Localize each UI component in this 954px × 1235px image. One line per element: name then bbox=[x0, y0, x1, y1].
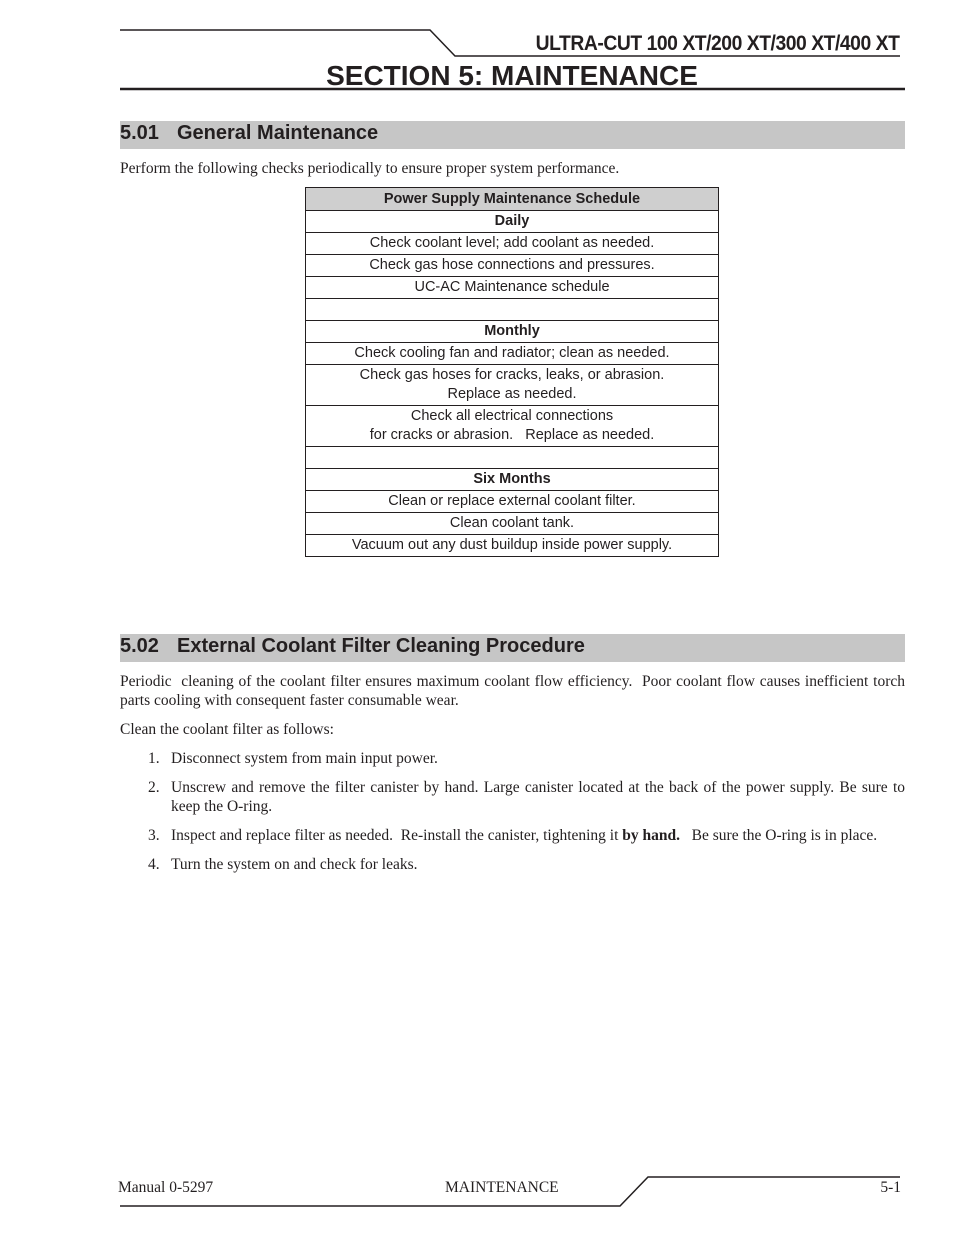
product-title: ULTRA-CUT 100 XT/200 XT/300 XT/400 XT bbox=[535, 32, 899, 55]
section-number: 5.02 bbox=[120, 635, 159, 657]
table-row-empty bbox=[306, 447, 719, 469]
step-text: Inspect and replace filter as needed. Re-install the canister, tightening it bbox=[171, 827, 623, 844]
table-heading-monthly: Monthly bbox=[306, 321, 719, 343]
section-number: 5.01 bbox=[120, 122, 159, 144]
table-row: Vacuum out any dust buildup inside power supply. bbox=[306, 535, 719, 557]
general-maintenance-intro: Perform the following checks periodically to ensure proper system performance. bbox=[120, 160, 620, 177]
list-item bbox=[120, 749, 905, 768]
table-row: Clean coolant tank. bbox=[306, 513, 719, 535]
coolant-filter-lead: Clean the coolant filter as follows: bbox=[120, 721, 334, 738]
table-row bbox=[306, 365, 719, 406]
footer-section-name: MAINTENANCE bbox=[445, 1179, 559, 1196]
table-row: Check gas hose connections and pressures. bbox=[306, 255, 719, 277]
table-row-line: for cracks or abrasion. Replace as needed. bbox=[369, 427, 655, 443]
table-row: Check coolant level; add coolant as needed. bbox=[306, 233, 719, 255]
step-number: 3. bbox=[148, 827, 160, 844]
coolant-filter-paragraph: Periodic cleaning of the coolant filter ensures maximum coolant flow efficiency. Poor coolant flow causes inefficient torch parts cooling with consequent faster consumable wear. bbox=[120, 673, 909, 709]
step-text: Be sure the O-ring is in place. bbox=[680, 827, 878, 844]
section-heading-5-01 bbox=[120, 119, 378, 147]
list-item bbox=[120, 855, 905, 874]
step-number: 4. bbox=[148, 856, 160, 873]
procedure-steps bbox=[120, 749, 905, 884]
table-row-empty bbox=[306, 299, 719, 321]
table-heading-six-months: Six Months bbox=[306, 469, 719, 491]
footer-page-number: 5-1 bbox=[880, 1179, 901, 1196]
step-number: 1. bbox=[148, 750, 160, 767]
footer-manual-number: Manual 0-5297 bbox=[118, 1179, 214, 1196]
table-title: Power Supply Maintenance Schedule bbox=[306, 188, 719, 211]
list-item bbox=[120, 778, 905, 816]
table-row-line: Replace as needed. bbox=[447, 386, 577, 402]
table-heading-daily: Daily bbox=[306, 211, 719, 233]
table-row: Check cooling fan and radiator; clean as needed. bbox=[306, 343, 719, 365]
section-title-text: External Coolant Filter Cleaning Procedure bbox=[177, 635, 585, 657]
table-row-line: Check all electrical connections bbox=[410, 408, 614, 424]
step-number: 2. bbox=[148, 779, 160, 796]
section-heading-5-02 bbox=[120, 632, 585, 660]
section-title-text: General Maintenance bbox=[177, 122, 379, 144]
step-text-bold: by hand. bbox=[622, 827, 681, 844]
step-text: Turn the system on and check for leaks. bbox=[171, 856, 418, 873]
table-row: UC-AC Maintenance schedule bbox=[306, 277, 719, 299]
section-title: SECTION 5: MAINTENANCE bbox=[326, 60, 698, 91]
step-text: Unscrew and remove the filter canister by hand. Large canister located at the back of the power supply. Be sure to keep the O-ring. bbox=[171, 779, 905, 815]
table-row: Clean or replace external coolant filter. bbox=[306, 491, 719, 513]
list-item bbox=[120, 826, 905, 845]
table-row bbox=[306, 406, 719, 447]
step-text: Disconnect system from main input power. bbox=[171, 750, 438, 767]
table-row-line: Check gas hoses for cracks, leaks, or abrasion. bbox=[359, 367, 665, 383]
maintenance-schedule-table bbox=[305, 187, 719, 557]
